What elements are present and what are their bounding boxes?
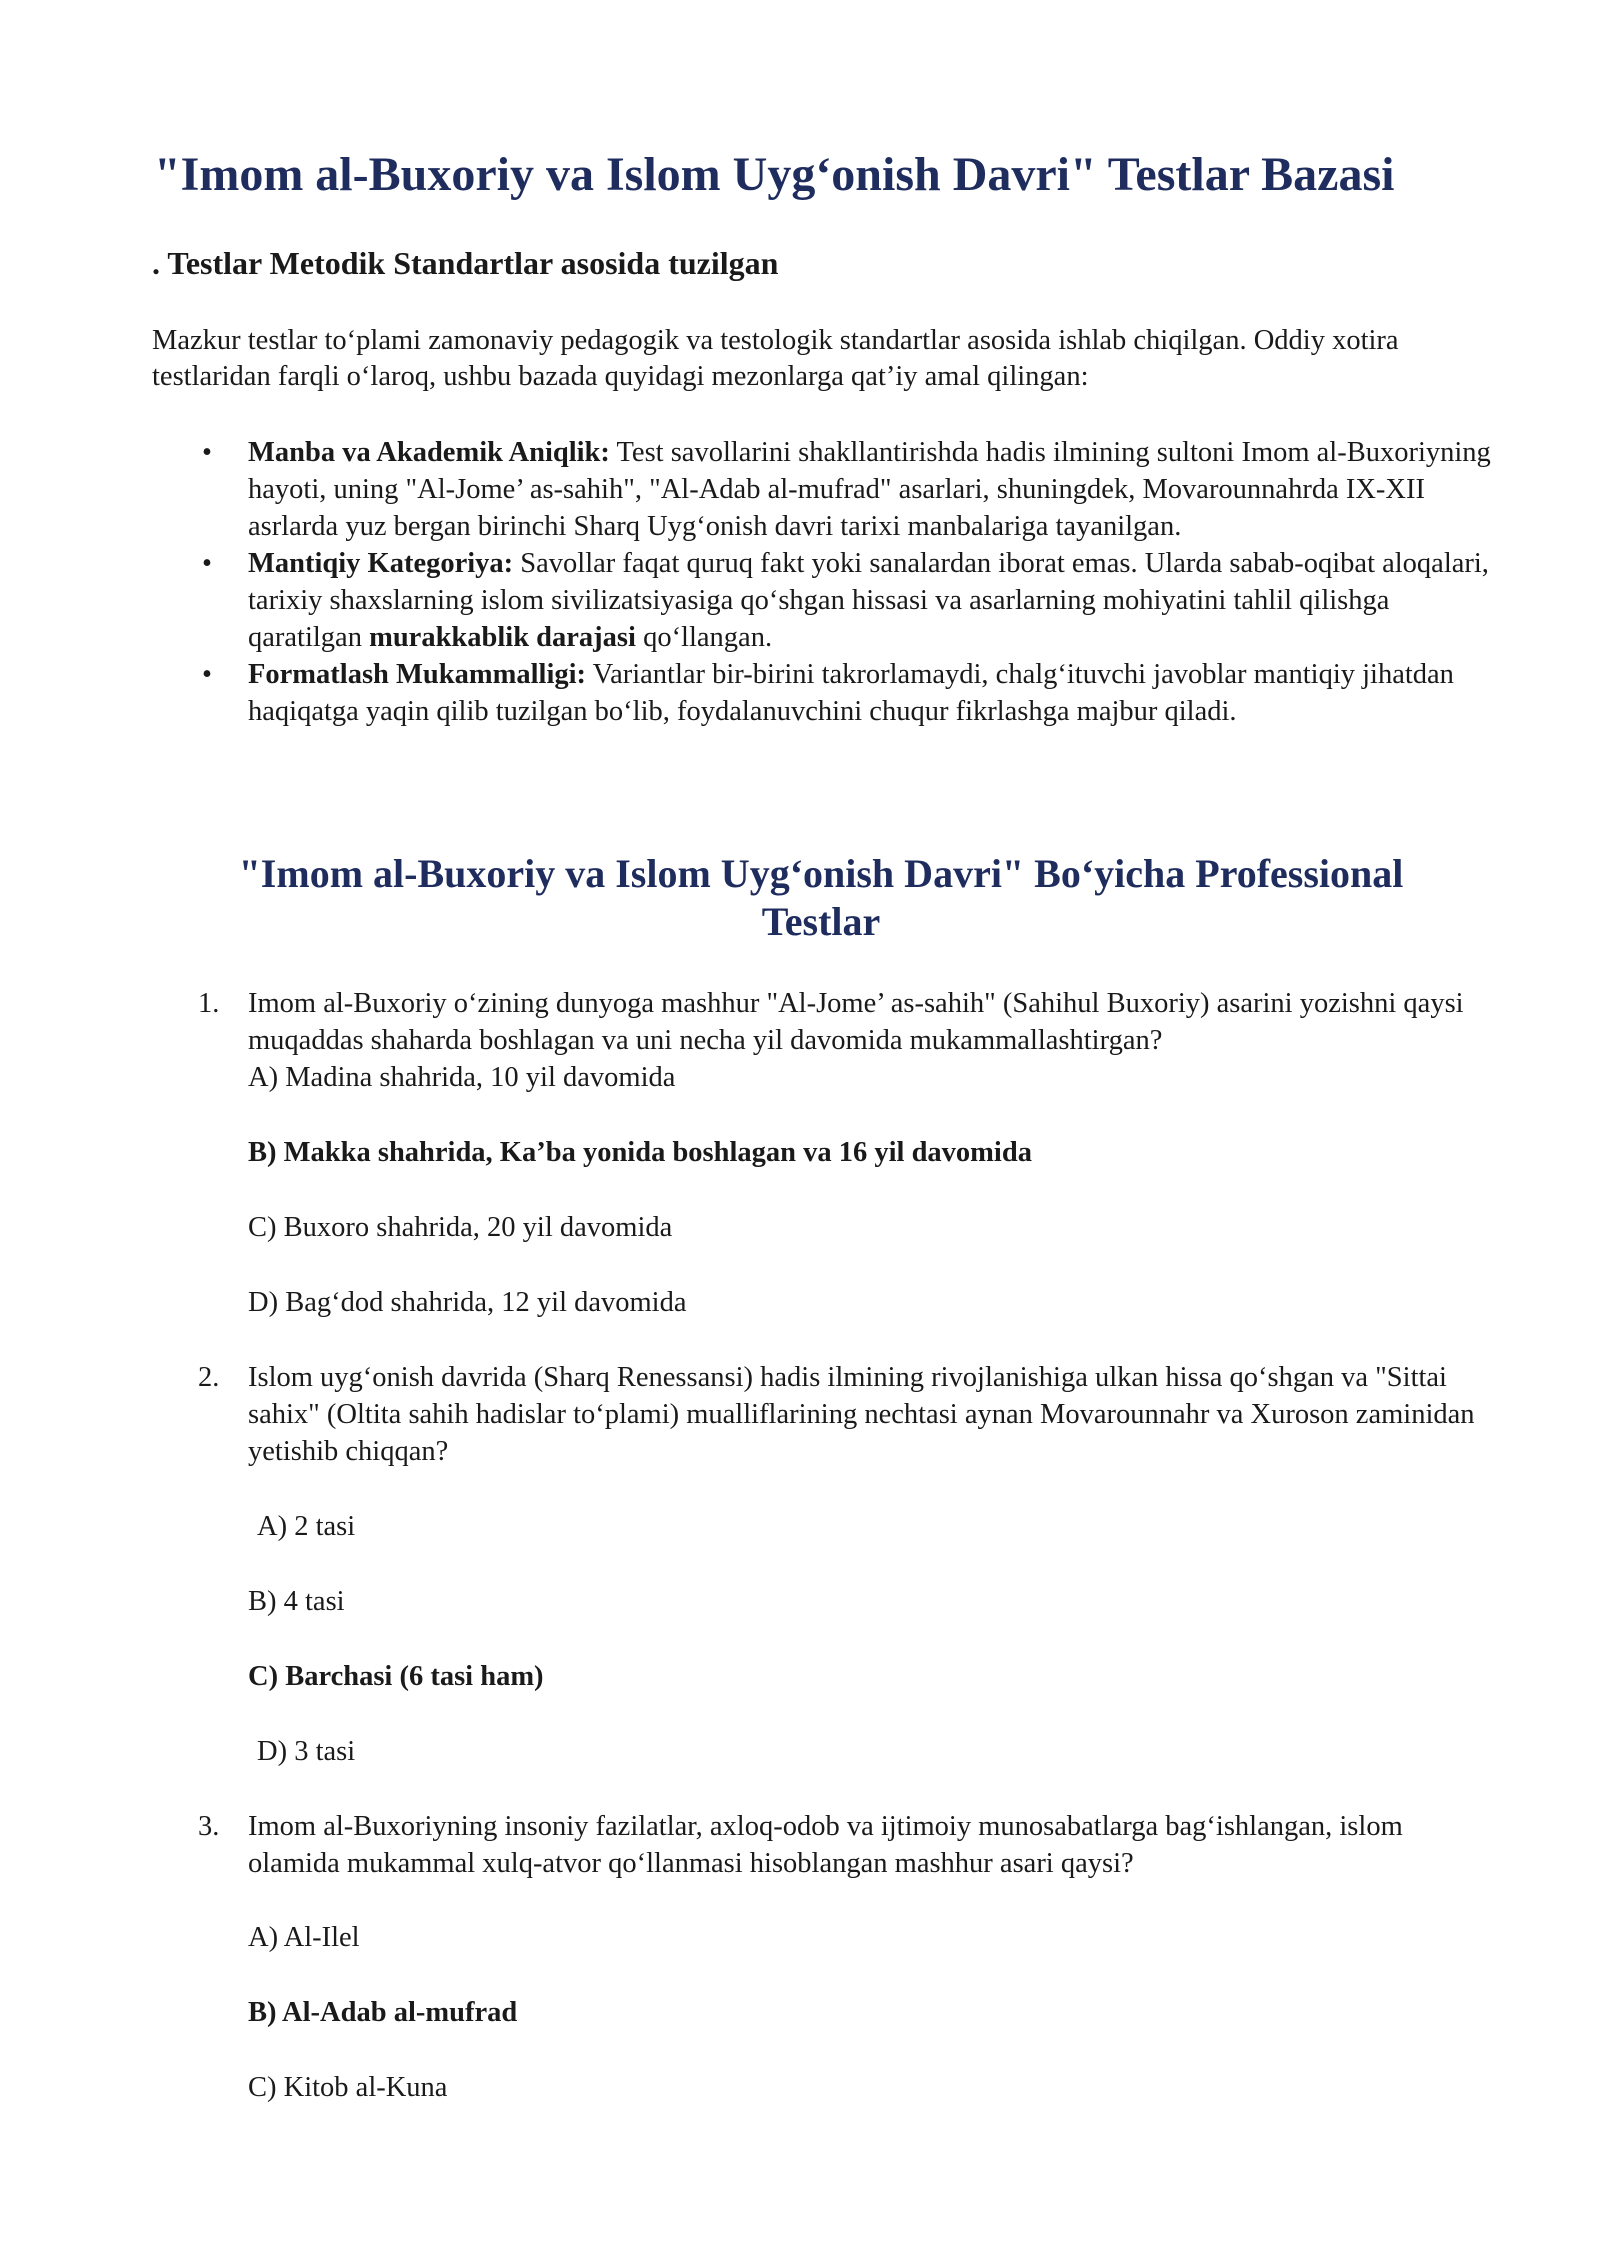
q1-option-c: C) Buxoro shahrida, 20 yil davomida bbox=[248, 1212, 673, 1243]
bullet-icon: • bbox=[202, 437, 212, 468]
q2-option-c-correct: C) Barchasi (6 tasi ham) bbox=[248, 1661, 544, 1692]
q2-option-d: D) 3 tasi bbox=[257, 1736, 356, 1767]
q3-option-a: A) Al-Ilel bbox=[248, 1922, 360, 1953]
tests-section-title-line2: Testlar bbox=[761, 899, 881, 944]
tests-section-title bbox=[152, 850, 1490, 946]
question-3 bbox=[152, 1808, 1497, 1882]
q2-option-a: A) 2 tasi bbox=[257, 1511, 356, 1542]
question-text: Islom uyg‘onish davrida (Sharq Renessansi) hadis ilmining rivojlanishiga ulkan hissa qo‘shgan va "Sittai sahix" (Oltita sahih hadislar to‘plami) mualliflarining nechtasi aynan Movarounnahr va Xuroson zaminidan yetishib chiqqan? bbox=[248, 1362, 1475, 1467]
document-title: "Imom al-Buxoriy va Islom Uyg‘onish Davri" Testlar Bazasi bbox=[154, 148, 1395, 201]
criteria-label: Mantiqiy Kategoriya: bbox=[248, 548, 514, 579]
criteria-text-end: qo‘llangan. bbox=[635, 622, 773, 653]
question-number: 3. bbox=[198, 1811, 220, 1842]
question-2 bbox=[152, 1359, 1497, 1470]
bullet-icon: • bbox=[202, 548, 212, 579]
criteria-text: Savollar faqat quruq fakt yoki sanalardan iborat emas. Ularda sabab-oqibat aloqalari, tarixiy shaxslarning islom sivilizatsiyasiga qo‘shgan hissasi va asarlarning mohiyatini tahlil qilishga qaratilgan bbox=[248, 548, 1489, 653]
criteria-text: Variantlar bir-birini takrorlamaydi, chalg‘ituvchi javoblar mantiqiy jihatdan haqiqatga yaqin qilib tuzilgan bo‘lib, foydalanuvchini chuqur fikrlashga majbur qiladi. bbox=[248, 659, 1454, 727]
bullet-icon: • bbox=[202, 659, 212, 690]
tests-section-title-line1: "Imom al-Buxoriy va Islom Uyg‘onish Davri" Bo‘yicha Professional bbox=[238, 851, 1404, 896]
question-text: Imom al-Buxoriyning insoniy fazilatlar, axloq-odob va ijtimoiy munosabatlarga bag‘ishlangan, islom olamida mukammal xulq-atvor qo‘llanmasi hisoblangan mashhur asari qaysi? bbox=[248, 1811, 1403, 1879]
q1-option-a: A) Madina shahrida, 10 yil davomida bbox=[248, 1062, 676, 1093]
standards-subheading: . Testlar Metodik Standartlar asosida tuzilgan bbox=[152, 245, 779, 281]
q3-option-c: C) Kitob al-Kuna bbox=[248, 2072, 448, 2103]
criteria-item-logic bbox=[152, 545, 1497, 656]
question-number: 1. bbox=[198, 988, 220, 1019]
q3-option-b-correct: B) Al-Adab al-mufrad bbox=[248, 1997, 518, 2028]
q1-option-b-correct: B) Makka shahrida, Ka’ba yonida boshlagan va 16 yil davomida bbox=[248, 1137, 1032, 1168]
q2-option-b: B) 4 tasi bbox=[248, 1586, 345, 1617]
criteria-list bbox=[152, 434, 1497, 730]
criteria-label: Manba va Akademik Aniqlik: bbox=[248, 437, 610, 468]
question-text: Imom al-Buxoriy o‘zining dunyoga mashhur "Al-Jome’ as-sahih" (Sahihul Buxoriy) asarini yozishni qaysi muqaddas shaharda boshlagan va uni necha yil davomida mukammallashtirgan? bbox=[248, 988, 1464, 1056]
question-1 bbox=[152, 985, 1497, 1059]
criteria-text: Test savollarini shakllantirishda hadis ilmining sultoni Imom al-Buxoriyning hayoti, uning "Al-Jome’ as-sahih", "Al-Adab al-mufrad" asarlari, shuningdek, Movarounnahrda IX-XII asrlarda yuz bergan birinchi Sharq Uyg‘onish davri tarixi manbalariga tayanilgan. bbox=[248, 437, 1491, 542]
criteria-item-format bbox=[152, 656, 1497, 730]
criteria-item-source bbox=[152, 434, 1497, 545]
question-number: 2. bbox=[198, 1362, 220, 1393]
intro-paragraph: Mazkur testlar to‘plami zamonaviy pedagogik va testologik standartlar asosida ishlab chiqilgan. Oddiy xotira testlaridan farqli o‘laroq, ushbu bazada quyidagi mezonlarga qat’iy amal qilingan: bbox=[152, 325, 1399, 392]
criteria-label: Formatlash Mukammalligi: bbox=[248, 659, 587, 690]
criteria-emphasis: murakkablik darajasi bbox=[369, 622, 636, 653]
q1-option-d: D) Bag‘dod shahrida, 12 yil davomida bbox=[248, 1287, 687, 1318]
